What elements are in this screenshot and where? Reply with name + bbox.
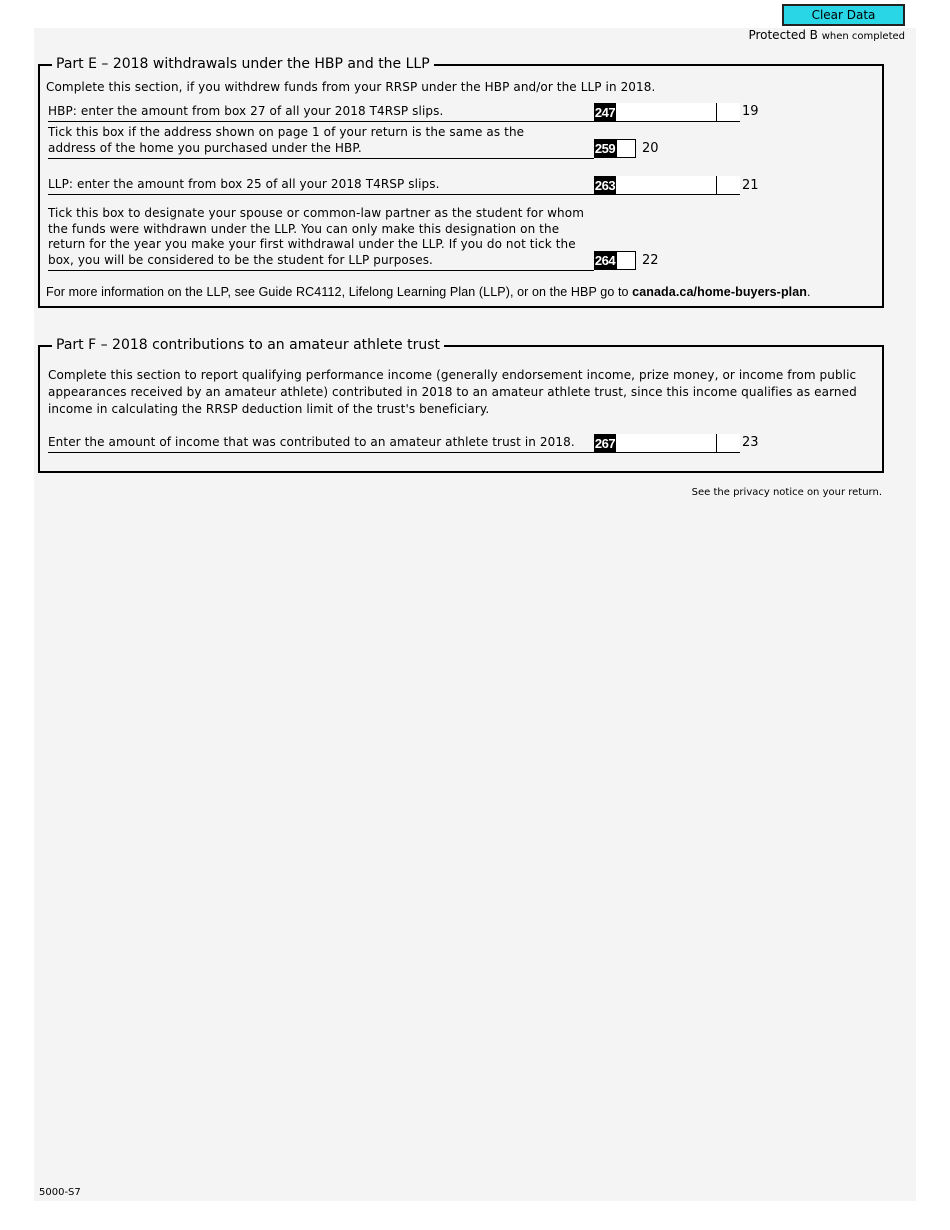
part-f-section (38, 337, 884, 473)
protected-text: Protected B (748, 28, 818, 42)
part-e-section (38, 56, 884, 308)
line-number-21: 21 (742, 178, 759, 193)
code-box-263: 263 (594, 178, 616, 193)
llp-cents-input[interactable] (716, 176, 740, 195)
row-259-label: Tick this box if the address shown on page 1 of your return is the same as the address of the home you purchased under the HBP. (48, 125, 525, 155)
code-box-264: 264 (594, 253, 616, 268)
more-info-prefix: For more information on the LLP, see Guide RC4112, Lifelong Learning Plan (LLP), or on the HBP go to (46, 285, 633, 299)
same-address-checkbox[interactable] (616, 139, 636, 158)
llp-amount-input[interactable] (616, 176, 716, 195)
protected-label (748, 28, 905, 42)
row-263-label: LLP: enter the amount from box 25 of all your 2018 T4RSP slips. (48, 177, 440, 191)
clear-data-button[interactable]: Clear Data (782, 4, 905, 26)
hbp-link[interactable]: canada.ca/home-buyers-plan (632, 285, 808, 299)
line-number-19: 19 (742, 104, 759, 119)
hbp-amount-input[interactable] (616, 103, 716, 122)
athlete-trust-cents-input[interactable] (716, 434, 740, 453)
part-e-more-info (46, 285, 876, 301)
part-e-title: Part E – 2018 withdrawals under the HBP and the LLP (52, 55, 434, 73)
code-box-259: 259 (594, 141, 616, 156)
row-247-label: HBP: enter the amount from box 27 of all your 2018 T4RSP slips. (48, 104, 444, 118)
line-number-23: 23 (742, 435, 759, 450)
hbp-cents-input[interactable] (716, 103, 740, 122)
part-f-title: Part F – 2018 contributions to an amateur athlete trust (52, 336, 444, 354)
line-number-20: 20 (642, 141, 659, 156)
part-f-intro: Complete this section to report qualifying performance income (generally endorsement income, prize money, or income from public appearances received by an amateur athlete) contributed in 2018 to an amateur athlete trust, since this income qualifies as earned income in calculating the RRSP deduction limit of the trust's beneficiary. (48, 368, 857, 416)
row-264-label: Tick this box to designate your spouse or common-law partner as the student for whom the funds were withdrawn under the LLP. You can only make this designation on the return for the year you make your first withdrawal under the LLP. If you do not tick the box, you will be considered to be the student for LLP purposes. (48, 206, 584, 267)
row-267-label: Enter the amount of income that was contributed to an amateur athlete trust in 2018. (48, 435, 575, 449)
designate-spouse-checkbox[interactable] (616, 251, 636, 270)
code-box-247: 247 (594, 105, 616, 120)
more-info-suffix: . (807, 285, 811, 299)
line-number-22: 22 (642, 253, 659, 268)
protected-suffix: when completed (821, 31, 905, 42)
form-number: 5000-S7 (39, 1187, 81, 1198)
code-box-267: 267 (594, 436, 616, 451)
privacy-notice: See the privacy notice on your return. (691, 487, 882, 498)
athlete-trust-amount-input[interactable] (616, 434, 716, 453)
part-e-intro: Complete this section, if you withdrew funds from your RRSP under the HBP and/or the LLP in 2018. (46, 80, 656, 94)
